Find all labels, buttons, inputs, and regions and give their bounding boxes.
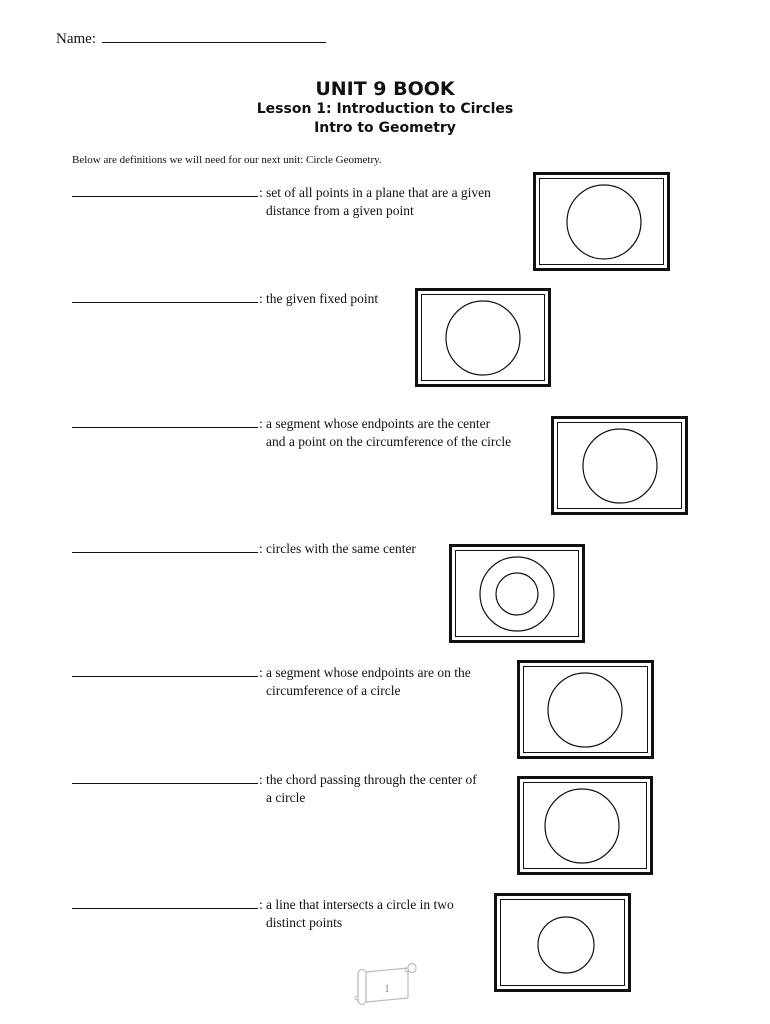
answer-blank[interactable] <box>72 664 258 677</box>
definition-text: a segment whose endpoints are the center and a point on the circumference of the circle <box>266 416 512 449</box>
name-field <box>56 30 326 48</box>
intro-text: Below are definitions we will need for our next unit: Circle Geometry. <box>72 154 382 166</box>
colon: : <box>259 665 263 680</box>
circle-drawing <box>536 175 667 268</box>
concentric-circles-figure <box>449 544 585 643</box>
colon: : <box>259 541 263 556</box>
answer-blank[interactable] <box>72 896 258 909</box>
unit-title: UNIT 9 BOOK <box>315 78 455 100</box>
circle-drawing <box>497 896 628 989</box>
page-number-scroll <box>350 960 422 1013</box>
circle-drawing <box>418 291 548 384</box>
page-number: 1 <box>384 981 390 995</box>
subject-title: Intro to Geometry <box>314 120 456 136</box>
definition-text: a segment whose endpoints are on the circumference of a circle <box>266 665 471 698</box>
circle-figure <box>494 893 631 992</box>
circle-drawing <box>520 779 650 872</box>
definition-text: the chord passing through the center of a circle <box>266 772 477 805</box>
circle-figure <box>517 776 653 875</box>
colon: : <box>259 897 263 912</box>
definition-text: set of all points in a plane that are a given distance from a given point <box>266 185 491 218</box>
colon: : <box>259 772 263 787</box>
answer-blank[interactable] <box>72 540 258 553</box>
lesson-title: Lesson 1: Introduction to Circles <box>256 101 514 117</box>
circle-figure <box>415 288 551 387</box>
definition-text: a line that intersects a circle in two distinct points <box>266 897 454 930</box>
colon: : <box>259 416 263 431</box>
answer-blank[interactable] <box>72 415 258 428</box>
circle-drawing <box>520 663 651 756</box>
concentric-circles-drawing <box>452 547 582 640</box>
definition-text: circles with the same center <box>266 541 416 556</box>
definition-text: the given fixed point <box>266 291 379 306</box>
colon: : <box>259 291 263 306</box>
answer-blank[interactable] <box>72 290 258 303</box>
answer-blank[interactable] <box>72 771 258 784</box>
circle-figure <box>551 416 688 515</box>
colon: : <box>259 185 263 200</box>
circle-figure <box>517 660 654 759</box>
answer-blank[interactable] <box>72 184 258 197</box>
scroll-ornament-icon <box>350 960 422 1008</box>
name-blank-line[interactable] <box>102 30 326 43</box>
circle-figure <box>533 172 670 271</box>
name-label: Name: <box>56 31 96 47</box>
circle-drawing <box>554 419 685 512</box>
